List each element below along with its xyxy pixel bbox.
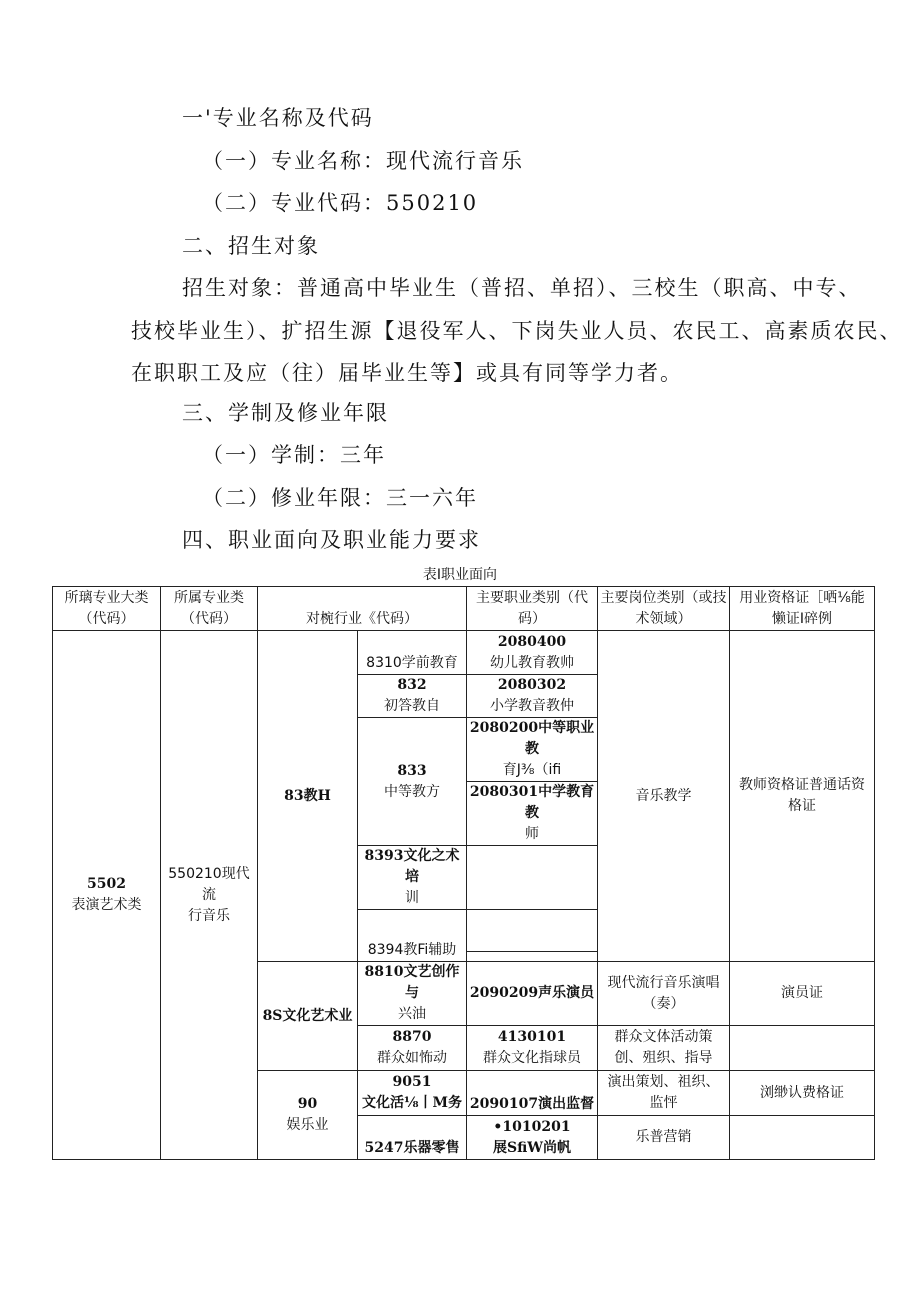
sub-industry-code: 832	[397, 677, 427, 693]
occupation-empty	[467, 952, 598, 962]
post-cell	[598, 1071, 730, 1116]
section-4-heading: 四、职业面向及职业能力要求	[182, 528, 481, 552]
occupation-cell: 2090209声乐演员	[467, 962, 598, 1026]
industry-culture: 8S文化艺术业	[258, 962, 358, 1071]
occupation-empty	[467, 910, 598, 952]
occupation-code: 4130101	[497, 1029, 567, 1045]
post-line-2: 监怦	[649, 1095, 678, 1111]
table-caption: 表I职业面向	[422, 567, 498, 583]
sub-industry-8870	[358, 1026, 467, 1071]
occupation-name: 群众文化指球员	[483, 1050, 581, 1066]
occupation-line-1: 2080301中学教育教	[469, 784, 595, 821]
subcategory-cell	[161, 631, 258, 1160]
header-certificate-line-1: 用业资格证［哂⅛能	[739, 589, 865, 606]
table-row	[53, 631, 875, 675]
post-line-2: 创、殂织、指导	[614, 1050, 713, 1066]
industry-code: 90	[297, 1096, 318, 1112]
section-3-heading: 三、学制及修业年限	[182, 401, 389, 425]
sub-industry-name: 中等教方	[384, 783, 440, 800]
certificate-teacher-line-2: 格证	[788, 798, 816, 814]
enrollment-paragraph-line-1: 招生对象：普通高中毕业生（普招、单招）、三校生（职高、中专、	[182, 276, 862, 300]
occupation-cell	[467, 1116, 598, 1160]
occupation-table	[52, 586, 875, 1160]
post-line-2: （奏）	[642, 995, 685, 1012]
occupation-cell	[467, 675, 598, 718]
occupation-name: 展SfiW尚帆	[492, 1139, 571, 1156]
post-cell	[598, 962, 730, 1026]
section-2-heading: 二、招生对象	[182, 234, 320, 258]
sub-industry-name: 群众如怖动	[377, 1050, 447, 1066]
sub-industry-8394: 8394教Fi辅助	[358, 910, 467, 962]
post-teaching: 音乐教学	[598, 631, 730, 962]
industry-education: 83教H	[258, 631, 358, 962]
occupation-name: 幼儿教育教帅	[490, 654, 574, 671]
header-certificate-line-2: 懒证I碎例	[771, 610, 833, 627]
sub-industry-833	[358, 718, 467, 846]
sub-industry-code: 9051	[392, 1074, 432, 1090]
certificate-cell: 浏缈认费格证	[730, 1071, 875, 1116]
occupation-code: 2080302	[497, 677, 567, 693]
sub-industry-name: 文化活⅛丨M务	[362, 1095, 462, 1111]
sub-industry-line-2: 训	[405, 890, 419, 906]
header-certificate	[730, 587, 875, 631]
study-system: （一）学制：三年	[202, 443, 386, 467]
occupation-cell	[467, 1026, 598, 1071]
sub-industry-9051	[358, 1071, 467, 1116]
sub-industry-line-1: 8810文艺创作与	[364, 964, 460, 1001]
study-years: （二）修业年限：三一六年	[202, 486, 478, 510]
sub-industry-8310: 8310学前教育	[358, 631, 467, 675]
occupation-code: •1010201	[493, 1118, 571, 1135]
header-category: 所璃专业大类（代码）	[53, 587, 161, 631]
sub-industry-line-2: 兴油	[398, 1006, 426, 1022]
occupation-line-1: 2080200中等职业教	[469, 720, 595, 757]
certificate-actor: 演员证	[730, 962, 875, 1026]
occupation-cell	[467, 718, 598, 782]
category-code: 5502	[87, 876, 126, 892]
certificate-empty	[730, 1026, 875, 1071]
sub-industry-name: 初答教自	[384, 698, 440, 714]
sub-industry-8810	[358, 962, 467, 1026]
post-cell: 乐普营销	[598, 1116, 730, 1160]
subcategory-line-2: 行音乐	[188, 907, 230, 924]
occupation-line-2: 师	[525, 826, 539, 842]
category-cell	[53, 631, 161, 1160]
post-line-1: 演出策划、祖织、	[607, 1074, 720, 1090]
certificate-teacher	[730, 631, 875, 962]
post-cell	[598, 1026, 730, 1071]
occupation-name: 小学教音教仲	[490, 698, 574, 714]
sub-industry-code: 8870	[392, 1029, 432, 1045]
occupation-code: 2080400	[497, 633, 567, 650]
sub-industry-code: 833	[397, 762, 427, 779]
post-line-1: 群众文体活动策	[614, 1029, 713, 1045]
certificate-teacher-line-1: 教师资格证普通话资	[739, 777, 865, 793]
header-post: 主要岗位类别（或技术领域）	[598, 587, 730, 631]
occupation-empty	[467, 846, 598, 910]
header-industry: 对椀行业《代码）	[258, 587, 467, 631]
industry-name: 娱乐业	[286, 1117, 329, 1133]
sub-industry-8393	[358, 846, 467, 910]
sub-industry-line-1: 8393文化之术培	[364, 848, 460, 885]
major-name: （一）专业名称：现代流行音乐	[202, 149, 524, 173]
enrollment-paragraph-line-3: 在职职工及应（往）届毕业生等】或具有同等学力者。	[131, 361, 683, 385]
header-occupation: 主要职业类别（代码）	[467, 587, 598, 631]
occupation-cell: 2090107演出监督	[467, 1071, 598, 1116]
section-1-heading: 一'专业名称及代码	[182, 106, 374, 130]
enrollment-paragraph-line-2: 技校毕业生）、扩招生源【退役军人、下岗失业人员、农民工、高素质农民、	[131, 319, 903, 343]
subcategory-line-1: 550210现代流	[168, 865, 250, 903]
certificate-empty	[730, 1116, 875, 1160]
post-line-1: 现代流行音乐演唱	[607, 974, 720, 991]
sub-industry-832	[358, 675, 467, 718]
occupation-line-2: 育J⅜（ifi	[502, 762, 562, 778]
occupation-cell	[467, 631, 598, 675]
occupation-cell	[467, 782, 598, 846]
table-header-row	[53, 587, 875, 631]
header-subcategory: 所属专业类（代码）	[161, 587, 258, 631]
category-name: 表演艺术类	[71, 897, 142, 913]
major-code: （二）专业代码：550210	[202, 191, 479, 215]
industry-entertainment	[258, 1071, 358, 1160]
sub-industry-5247: 5247乐器零售	[358, 1116, 467, 1160]
